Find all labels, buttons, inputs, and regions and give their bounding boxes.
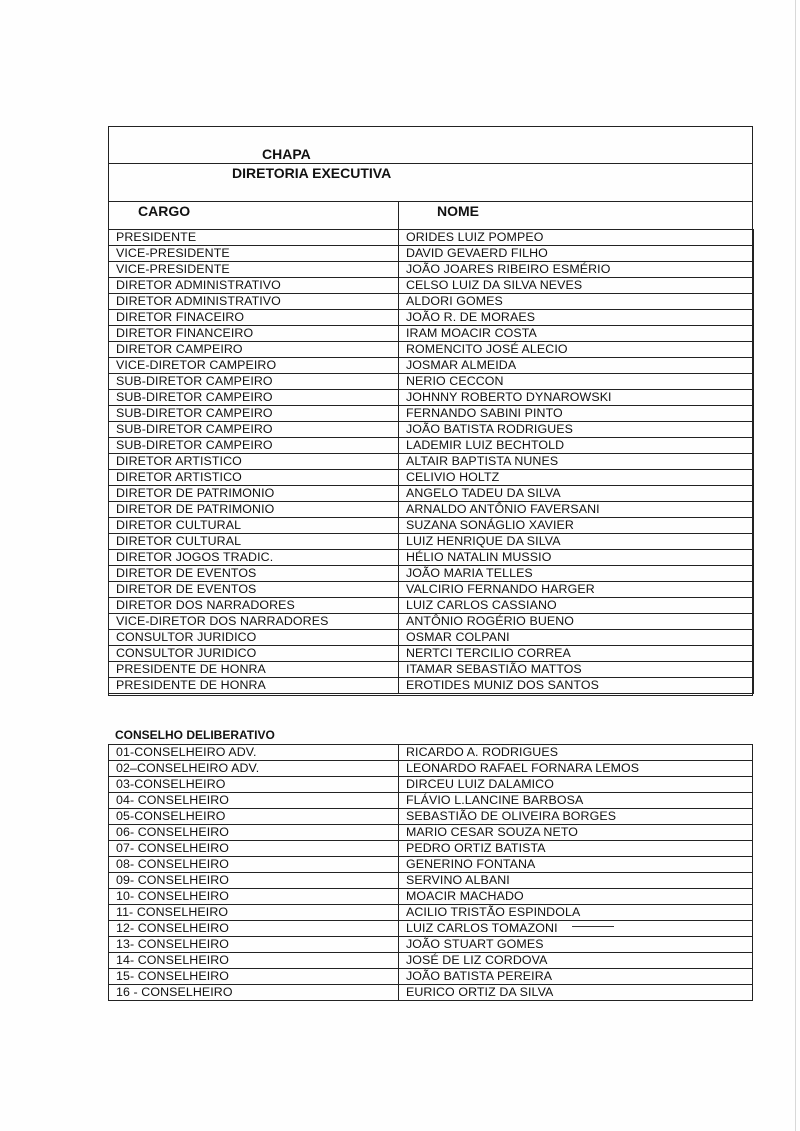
nome-cell: JOÃO BATISTA RODRIGUES — [399, 422, 754, 438]
nome-cell: ACILIO TRISTÃO ESPINDOLA — [399, 905, 753, 921]
cargo-cell: CONSULTOR JURIDICO — [109, 630, 399, 646]
cargo-cell: SUB-DIRETOR CAMPEIRO — [109, 422, 399, 438]
cargo-cell: SUB-DIRETOR CAMPEIRO — [109, 438, 399, 454]
cargo-cell: 03-CONSELHEIRO — [109, 777, 399, 793]
table-row — [109, 857, 753, 873]
cargo-cell: DIRETOR FINANCEIRO — [109, 326, 399, 342]
nome-cell: FERNANDO SABINI PINTO — [399, 406, 754, 422]
nome-cell: NERTCI TERCILIO CORREA — [399, 646, 754, 662]
nome-cell: FLÁVIO L.LANCINE BARBOSA — [399, 793, 753, 809]
cargo-cell: 07- CONSELHEIRO — [109, 841, 399, 857]
cargo-cell: 11- CONSELHEIRO — [109, 905, 399, 921]
cargo-cell: SUB-DIRETOR CAMPEIRO — [109, 390, 399, 406]
cargo-cell: 09- CONSELHEIRO — [109, 873, 399, 889]
nome-cell: ANTÔNIO ROGÉRIO BUENO — [399, 614, 754, 630]
divider — [108, 201, 753, 202]
nome-cell: SEBASTIÃO DE OLIVEIRA BORGES — [399, 809, 753, 825]
cargo-cell: VICE-PRESIDENTE — [109, 262, 399, 278]
table-row — [109, 230, 754, 246]
table-row — [109, 278, 754, 294]
table-row — [109, 294, 754, 310]
cargo-cell: 13- CONSELHEIRO — [109, 937, 399, 953]
nome-cell: LADEMIR LUIZ BECHTOLD — [399, 438, 754, 454]
cargo-cell: 02–CONSELHEIRO ADV. — [109, 761, 399, 777]
nome-cell: MARIO CESAR SOUZA NETO — [399, 825, 753, 841]
cargo-cell: 16 - CONSELHEIRO — [109, 985, 399, 1001]
cargo-cell: DIRETOR CULTURAL — [109, 534, 399, 550]
cargo-cell: DIRETOR DE EVENTOS — [109, 582, 399, 598]
nome-cell: ROMENCITO JOSÉ ALECIO — [399, 342, 754, 358]
nome-cell: ORIDES LUIZ POMPEO — [399, 230, 754, 246]
nome-cell: ALDORI GOMES — [399, 294, 754, 310]
table-row — [109, 630, 754, 646]
nome-cell: RICARDO A. RODRIGUES — [399, 745, 753, 761]
table-row — [109, 358, 754, 374]
nome-cell: JOSÉ DE LIZ CORDOVA — [399, 953, 753, 969]
cargo-cell: DIRETOR DE EVENTOS — [109, 566, 399, 582]
cargo-cell: DIRETOR JOGOS TRADIC. — [109, 550, 399, 566]
cargo-cell: DIRETOR CULTURAL — [109, 518, 399, 534]
chapa-heading: CHAPA — [262, 146, 311, 162]
nome-cell: MOACIR MACHADO — [399, 889, 753, 905]
table-row — [109, 534, 754, 550]
cargo-cell: DIRETOR ARTISTICO — [109, 470, 399, 486]
table-row — [109, 921, 753, 937]
table-row — [109, 841, 753, 857]
nome-cell: JOHNNY ROBERTO DYNAROWSKI — [399, 390, 754, 406]
table-row — [109, 246, 754, 262]
nome-cell: EURICO ORTIZ DA SILVA — [399, 985, 753, 1001]
column-divider — [398, 201, 399, 229]
cargo-cell: DIRETOR DE PATRIMONIO — [109, 502, 399, 518]
divider — [108, 163, 753, 164]
nome-cell: OSMAR COLPANI — [399, 630, 754, 646]
nome-cell: CELSO LUIZ DA SILVA NEVES — [399, 278, 754, 294]
table-row — [109, 985, 753, 1001]
table-row — [109, 889, 753, 905]
nome-cell: HÉLIO NATALIN MUSSIO — [399, 550, 754, 566]
cargo-cell: DIRETOR DOS NARRADORES — [109, 598, 399, 614]
cargo-cell: 08- CONSELHEIRO — [109, 857, 399, 873]
table-row — [109, 422, 754, 438]
nome-cell: NERIO CECCON — [399, 374, 754, 390]
nome-cell: EROTIDES MUNIZ DOS SANTOS — [399, 678, 754, 694]
nome-cell: CELIVIO HOLTZ — [399, 470, 754, 486]
cargo-cell: VICE-PRESIDENTE — [109, 246, 399, 262]
nome-cell: PEDRO ORTIZ BATISTA — [399, 841, 753, 857]
executiva-table — [108, 229, 754, 694]
nome-cell: VALCIRIO FERNANDO HARGER — [399, 582, 754, 598]
cargo-cell: PRESIDENTE DE HONRA — [109, 662, 399, 678]
cargo-cell: DIRETOR CAMPEIRO — [109, 342, 399, 358]
column-header-nome: NOME — [437, 203, 479, 219]
nome-cell: DAVID GEVAERD FILHO — [399, 246, 754, 262]
nome-cell: ITAMAR SEBASTIÃO MATTOS — [399, 662, 754, 678]
conselho-table — [108, 744, 753, 1001]
table-row — [109, 614, 754, 630]
table-row — [109, 905, 753, 921]
cargo-cell: DIRETOR ADMINISTRATIVO — [109, 294, 399, 310]
cargo-cell: SUB-DIRETOR CAMPEIRO — [109, 374, 399, 390]
table-row — [109, 969, 753, 985]
table-row — [109, 470, 754, 486]
page-edge — [795, 0, 796, 1131]
table-row — [109, 406, 754, 422]
cargo-cell: PRESIDENTE DE HONRA — [109, 678, 399, 694]
cargo-cell: 05-CONSELHEIRO — [109, 809, 399, 825]
cargo-cell: DIRETOR FINACEIRO — [109, 310, 399, 326]
cargo-cell: DIRETOR ARTISTICO — [109, 454, 399, 470]
table-row — [109, 326, 754, 342]
nome-cell: JOSMAR ALMEIDA — [399, 358, 754, 374]
column-header-cargo: CARGO — [138, 203, 191, 219]
nome-cell: ANGELO TADEU DA SILVA — [399, 486, 754, 502]
cargo-cell: VICE-DIRETOR DOS NARRADORES — [109, 614, 399, 630]
nome-cell: JOÃO MARIA TELLES — [399, 566, 754, 582]
table-row — [109, 793, 753, 809]
table-row — [109, 662, 754, 678]
cargo-cell: PRESIDENTE — [109, 230, 399, 246]
table-row — [109, 761, 753, 777]
table-row — [109, 598, 754, 614]
nome-cell: JOÃO STUART GOMES — [399, 937, 753, 953]
table-row — [109, 678, 754, 694]
nome-cell: ALTAIR BAPTISTA NUNES — [399, 454, 754, 470]
cargo-cell: VICE-DIRETOR CAMPEIRO — [109, 358, 399, 374]
nome-cell: LEONARDO RAFAEL FORNARA LEMOS — [399, 761, 753, 777]
table-row — [109, 745, 753, 761]
table-row — [109, 582, 754, 598]
table-row — [109, 550, 754, 566]
cargo-cell: 12- CONSELHEIRO — [109, 921, 399, 937]
stray-mark — [572, 926, 614, 927]
table-row — [109, 646, 754, 662]
nome-cell: IRAM MOACIR COSTA — [399, 326, 754, 342]
cargo-cell: 06- CONSELHEIRO — [109, 825, 399, 841]
table-row — [109, 953, 753, 969]
cargo-cell: 15- CONSELHEIRO — [109, 969, 399, 985]
table-row — [109, 390, 754, 406]
nome-cell: ARNALDO ANTÔNIO FAVERSANI — [399, 502, 754, 518]
cargo-cell: SUB-DIRETOR CAMPEIRO — [109, 406, 399, 422]
nome-cell: LUIZ CARLOS TOMAZONI — [399, 921, 753, 937]
nome-cell: JOÃO BATISTA PEREIRA — [399, 969, 753, 985]
table-row — [109, 374, 754, 390]
cargo-cell: DIRETOR ADMINISTRATIVO — [109, 278, 399, 294]
nome-cell: DIRCEU LUIZ DALAMICO — [399, 777, 753, 793]
cargo-cell: 10- CONSELHEIRO — [109, 889, 399, 905]
nome-cell: SERVINO ALBANI — [399, 873, 753, 889]
table-row — [109, 486, 754, 502]
cargo-cell: DIRETOR DE PATRIMONIO — [109, 486, 399, 502]
table-row — [109, 809, 753, 825]
table-row — [109, 342, 754, 358]
table-row — [109, 454, 754, 470]
table-row — [109, 873, 753, 889]
nome-cell: JOÃO JOARES RIBEIRO ESMÉRIO — [399, 262, 754, 278]
table-row — [109, 262, 754, 278]
nome-cell: LUIZ CARLOS CASSIANO — [399, 598, 754, 614]
nome-cell: SUZANA SONÁGLIO XAVIER — [399, 518, 754, 534]
section-title: DIRETORIA EXECUTIVA — [232, 165, 392, 181]
table-row — [109, 937, 753, 953]
table-row — [109, 310, 754, 326]
cargo-cell: 14- CONSELHEIRO — [109, 953, 399, 969]
nome-cell: JOÃO R. DE MORAES — [399, 310, 754, 326]
table-row — [109, 518, 754, 534]
nome-cell: LUIZ HENRIQUE DA SILVA — [399, 534, 754, 550]
table-row — [109, 777, 753, 793]
cargo-cell: 04- CONSELHEIRO — [109, 793, 399, 809]
cargo-cell: CONSULTOR JURIDICO — [109, 646, 399, 662]
cargo-cell: 01-CONSELHEIRO ADV. — [109, 745, 399, 761]
table-row — [109, 438, 754, 454]
nome-cell: GENERINO FONTANA — [399, 857, 753, 873]
conselho-title: CONSELHO DELIBERATIVO — [115, 728, 275, 742]
table-row — [109, 825, 753, 841]
table-row — [109, 566, 754, 582]
table-row — [109, 502, 754, 518]
